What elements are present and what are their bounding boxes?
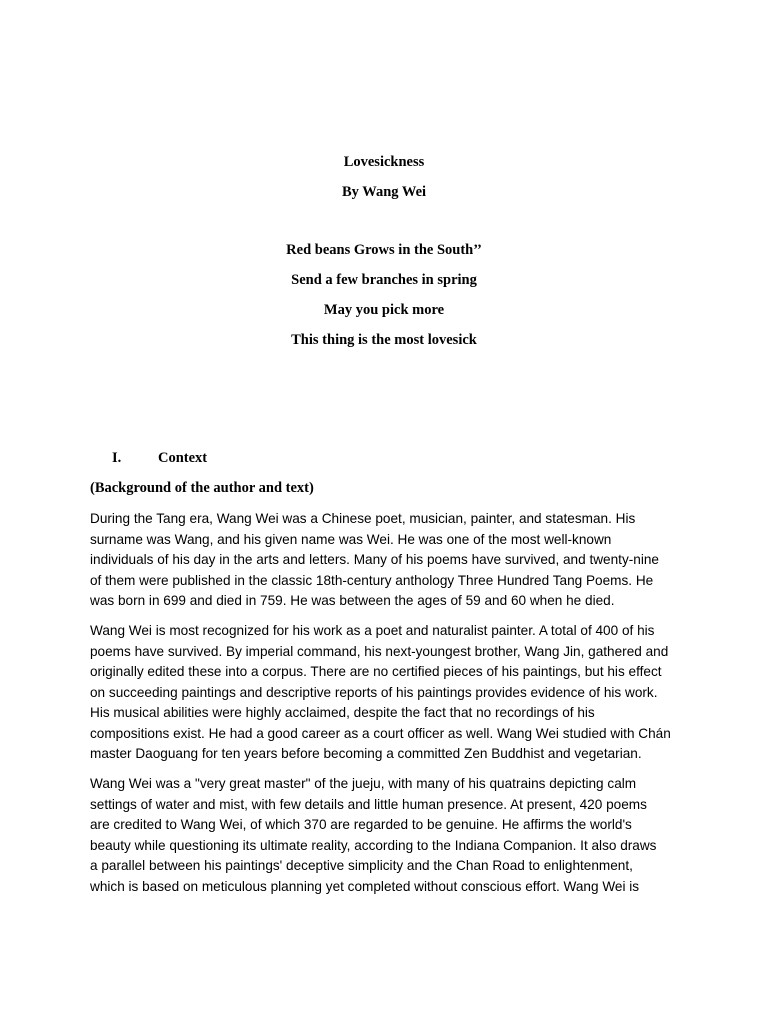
paragraph-line: was born in 699 and died in 759. He was between the ages of 59 and 60 when he died. [90,593,615,608]
section-title: Context [158,450,208,466]
section-number: I. [112,450,122,466]
paragraph-line: a parallel between his paintings' deceptive simplicity and the Chan Road to enlightenment, [90,858,633,873]
paragraph-line: poems have survived. By imperial command, his next-youngest brother, Wang Jin, gathered and [90,643,669,659]
poem-line: Red beans Grows in the South’’ [286,242,482,258]
paragraph-line: surname was Wang, and his given name was Wei. He was one of the most well-known [90,531,612,547]
paragraph-3 [90,774,690,897]
paragraph-line: are credited to Wang Wei, of which 370 are regarded to be genuine. He affirms the world's [90,817,632,832]
paragraph-line: beauty while questioning its ultimate reality, according to the Indiana Companion. It also draws [90,837,657,853]
paragraph-line: settings of water and mist, with few details and little human presence. At present, 420 poems [90,796,647,812]
paragraph-line: During the Tang era, Wang Wei was a Chinese poet, musician, painter, and statesman. His [90,511,636,526]
paragraph-line: of them were published in the classic 18th-century anthology Three Hundred Tang Poems. He [90,572,654,588]
paragraph-line: Wang Wei was a "very great master" of the jueju, with many of his quatrains depicting calm [90,776,637,791]
paragraph-line: which is based on meticulous planning yet completed without conscious effort. Wang Wei is [90,878,640,894]
poem-line: This thing is the most lovesick [291,332,477,348]
poem-title: Lovesickness [343,154,425,170]
paragraph-line: His musical abilities were highly acclaimed, despite the fact that no recordings of his [90,705,595,720]
paragraph-line: Wang Wei is most recognized for his work as a poet and naturalist painter. A total of 400 of his [90,623,655,638]
paragraph-line: individuals of his day in the arts and letters. Many of his poems have survived, and twenty-nine [90,552,659,567]
section-subtitle: (Background of the author and text) [90,480,314,496]
paragraph-line: master Daoguang for ten years before becoming a committed Zen Buddhist and vegetarian. [90,746,642,761]
paragraph-2 [90,621,690,765]
paragraph-line: originally edited these into a corpus. There are no certified pieces of his paintings, but his effect [90,664,662,679]
poem-author: By Wang Wei [341,184,427,200]
poem-line: Send a few branches in spring [291,272,477,288]
paragraph-line: on succeeding paintings and descriptive reports of his paintings provides evidence of his work. [90,684,658,700]
poem-line: May you pick more [323,302,445,318]
paragraph-line: compositions exist. He had a good career as a court officer as well. Wang Wei studied with Chán [90,725,671,741]
paragraph-1 [90,509,690,612]
